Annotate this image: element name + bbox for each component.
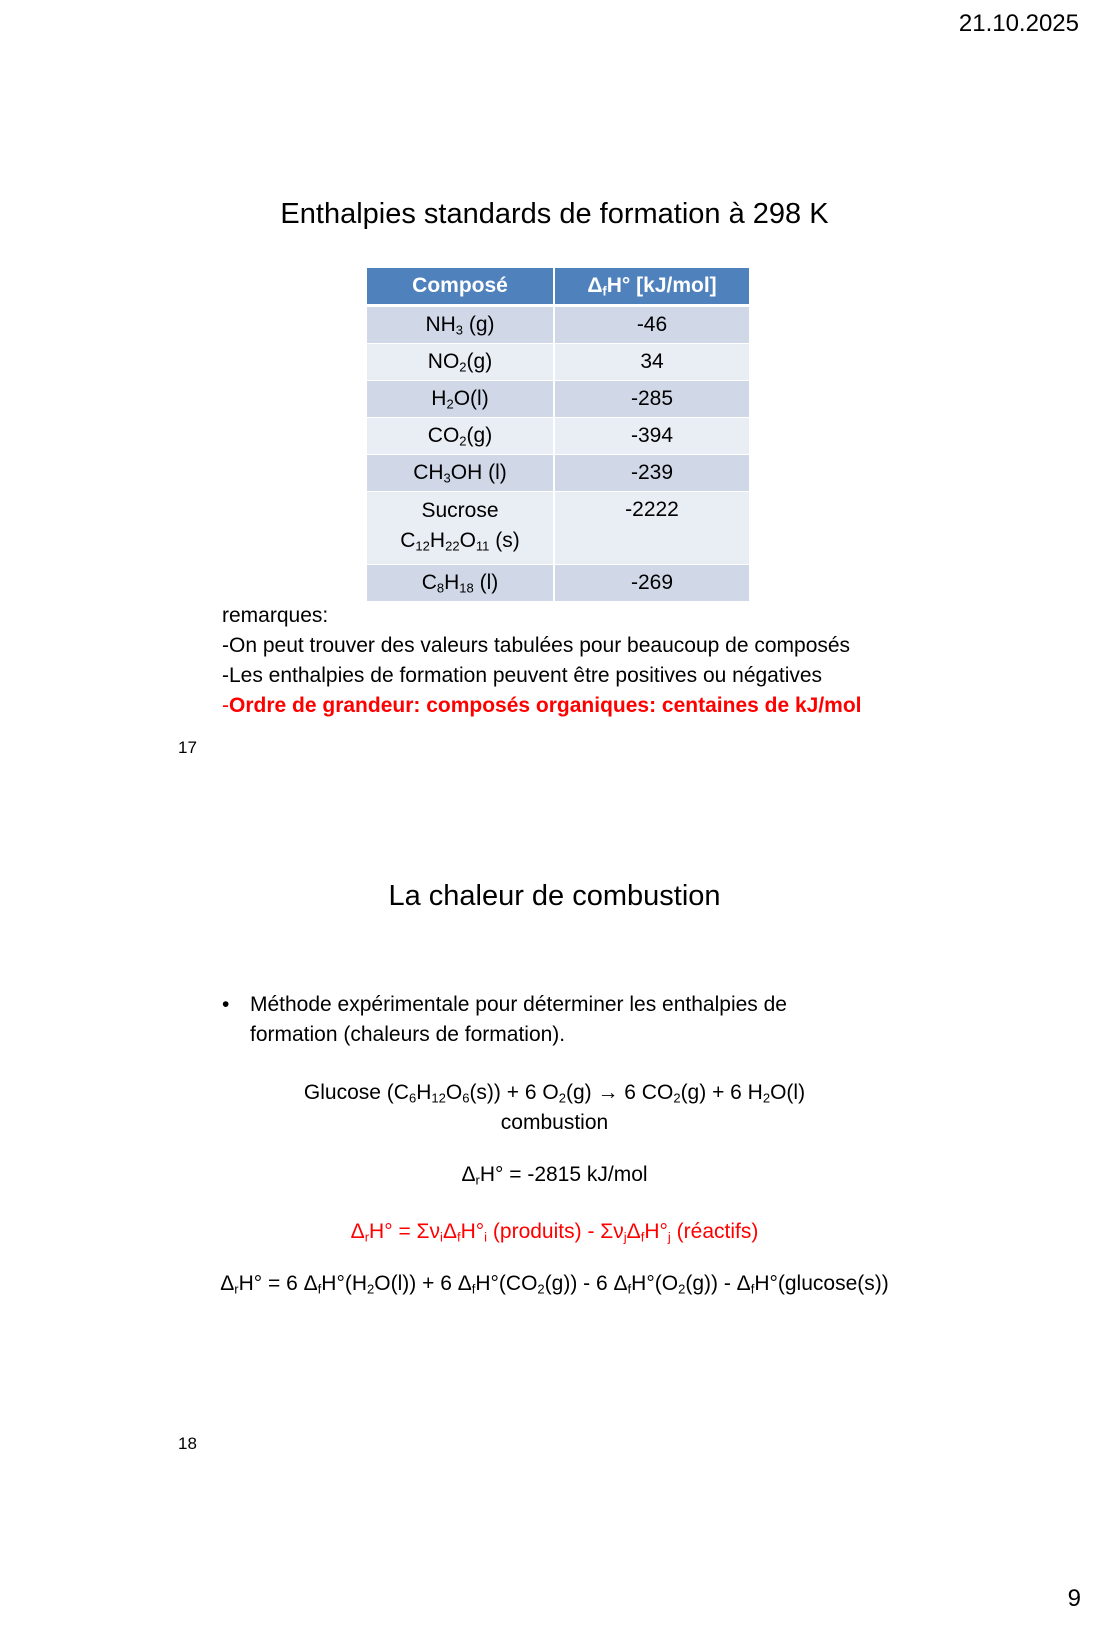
compound-cell: [367, 418, 554, 455]
slide-18-title: La chaleur de combustion: [388, 880, 721, 912]
formula-text: H° = Σν: [369, 1220, 441, 1243]
subscript: 18: [459, 580, 474, 596]
compound-cell: [367, 381, 554, 418]
enthalpy-value-cell: -2222: [554, 492, 749, 565]
document-date: 21.10.2025: [958, 10, 1079, 37]
formula-text: (g)) - Δ: [685, 1272, 751, 1295]
formula-text: (g)) - 6 Δ: [544, 1272, 628, 1295]
subscript: f: [456, 1229, 461, 1245]
subscript: r: [364, 1229, 370, 1245]
compound-formula: [371, 526, 549, 556]
remark-dash: -: [222, 694, 229, 717]
column-header-enthalpy: [554, 268, 749, 306]
compound-cell: [367, 492, 554, 565]
formula-text: O(l)) + 6 Δ: [374, 1272, 472, 1295]
subscript: r: [234, 1281, 239, 1297]
formula-text: (g) → 6 CO: [565, 1081, 674, 1104]
subscript: 2: [367, 1281, 375, 1297]
formula-text: (l): [473, 571, 499, 594]
formula-text: Δ: [350, 1220, 365, 1243]
general-formula: [0, 1220, 1109, 1244]
formula-text: (g): [463, 313, 495, 336]
remark-bold-text: Ordre de grandeur: composés organiques: centaines de kJ/mol: [229, 694, 862, 717]
subscript: 3: [455, 322, 464, 338]
formula-text: CH: [413, 461, 444, 484]
enthalpy-value-cell: -394: [554, 418, 749, 455]
delta-symbol: Δ: [587, 274, 603, 297]
remark-highlight: [222, 691, 862, 721]
column-header-compound: Composé: [367, 268, 554, 306]
formula-text: O(l): [770, 1081, 806, 1104]
formula-text: (g) + 6 H: [680, 1081, 763, 1104]
bullet-item: [222, 990, 942, 1050]
subscript: i: [440, 1229, 443, 1245]
formula-text: (g): [466, 424, 493, 447]
formula-text: (réactifs): [670, 1220, 759, 1243]
subscript: f: [627, 1281, 632, 1297]
formula-text: H°(CO: [475, 1272, 538, 1295]
page-number: 9: [1067, 1585, 1081, 1612]
table-row: [367, 306, 749, 344]
formula-text: (s): [489, 529, 520, 552]
enthalpy-value-cell: -239: [554, 455, 749, 492]
subscript: 2: [537, 1281, 545, 1297]
bullet-dot: •: [222, 993, 230, 1016]
subscript: f: [750, 1281, 755, 1297]
formula-text: NO: [427, 350, 460, 373]
formula-text: H°: [644, 1220, 668, 1243]
subscript: 6: [408, 1090, 417, 1106]
subscript: 2: [762, 1090, 771, 1106]
enthalpy-value-cell: -285: [554, 381, 749, 418]
enthalpy-value-cell: 34: [554, 344, 749, 381]
compound-cell: [367, 306, 554, 344]
enthalpy-table: [367, 268, 749, 602]
bullet-text-line: formation (chaleurs de formation).: [250, 1023, 566, 1046]
formula-text: Δ: [220, 1272, 235, 1295]
formula-text: H°(H: [321, 1272, 368, 1295]
formula-text: H: [416, 1081, 432, 1104]
formula-text: H°(glucose(s)): [754, 1272, 889, 1295]
table-header-row: [367, 268, 749, 306]
subscript: f: [471, 1281, 476, 1297]
subscript: 2: [558, 1090, 566, 1106]
applied-formula: [0, 1272, 1109, 1296]
subscript: 2: [673, 1090, 681, 1106]
compound-cell: [367, 565, 554, 602]
formula-text: O: [459, 529, 476, 552]
remark-line: -Les enthalpies de formation peuvent être positives ou négatives: [222, 664, 823, 687]
formula-text: NH: [425, 313, 456, 336]
formula-text: H° = 6 Δ: [238, 1272, 318, 1295]
remarks-block: [222, 601, 862, 721]
subscript: 8: [436, 580, 445, 596]
slide-17-title: Enthalpies standards de formation à 298 K: [280, 198, 829, 230]
slide-number-18: 18: [178, 1434, 197, 1453]
formula-text: C: [421, 571, 437, 594]
remark-line: -On peut trouver des valeurs tabulées pour beaucoup de composés: [222, 634, 851, 657]
subscript: 12: [431, 1090, 446, 1106]
subscript: 6: [462, 1090, 470, 1106]
subscript: f: [602, 283, 607, 299]
combustion-reaction: [0, 1081, 1109, 1105]
subscript: f: [317, 1281, 322, 1297]
table-row: [367, 455, 749, 492]
slide-number-17: 17: [178, 738, 197, 757]
subscript: 12: [415, 538, 430, 554]
subscript: 2: [678, 1281, 686, 1297]
enthalpy-value-cell: -269: [554, 565, 749, 602]
subscript: 11: [475, 538, 490, 554]
formula-text: CO: [427, 424, 460, 447]
formula-text: OH (l): [450, 461, 507, 484]
formula-text: Δ: [626, 1220, 641, 1243]
table-row: [367, 381, 749, 418]
header-unit: H° [kJ/mol]: [606, 274, 717, 297]
enthalpy-value-cell: -46: [554, 306, 749, 344]
formula-text: Glucose (C: [303, 1081, 409, 1104]
formula-text: O: [445, 1081, 463, 1104]
formula-text: O(l): [453, 387, 489, 410]
bullet-text-line: Méthode expérimentale pour déterminer les enthalpies de: [250, 993, 787, 1016]
formula-text: H: [431, 387, 447, 410]
reaction-enthalpy: [0, 1163, 1109, 1187]
subscript: f: [640, 1229, 645, 1245]
formula-text: (g): [466, 350, 493, 373]
compound-cell: [367, 455, 554, 492]
subscript: 2: [446, 396, 454, 412]
formula-text: H°(O: [631, 1272, 679, 1295]
formula-text: C: [400, 529, 416, 552]
subscript: i: [484, 1229, 488, 1245]
formula-text: H: [444, 571, 460, 594]
formula-text: H: [429, 529, 446, 552]
bullet-text: [250, 990, 942, 1050]
formula-text: (s)) + 6 O: [469, 1081, 559, 1104]
reaction-label: combustion: [500, 1111, 609, 1134]
subscript: j: [623, 1229, 627, 1245]
formula-text: Δ: [442, 1220, 457, 1243]
table-row: [367, 492, 749, 565]
compound-name: Sucrose: [421, 499, 499, 522]
subscript: j: [667, 1229, 671, 1245]
table-row: [367, 565, 749, 602]
formula-text: H°: [460, 1220, 485, 1243]
table-row: [367, 418, 749, 455]
formula-text: H° = -2815 kJ/mol: [479, 1163, 648, 1186]
subscript: 2: [459, 433, 467, 449]
subscript: 3: [443, 470, 451, 486]
formula-text: (produits) - Σν: [487, 1220, 624, 1243]
subscript: 2: [459, 359, 467, 375]
subscript: 22: [445, 538, 460, 554]
subscript: r: [475, 1172, 480, 1188]
remarks-heading: remarques:: [222, 604, 329, 627]
formula-text: Δ: [461, 1163, 476, 1186]
compound-cell: [367, 344, 554, 381]
table-row: [367, 344, 749, 381]
